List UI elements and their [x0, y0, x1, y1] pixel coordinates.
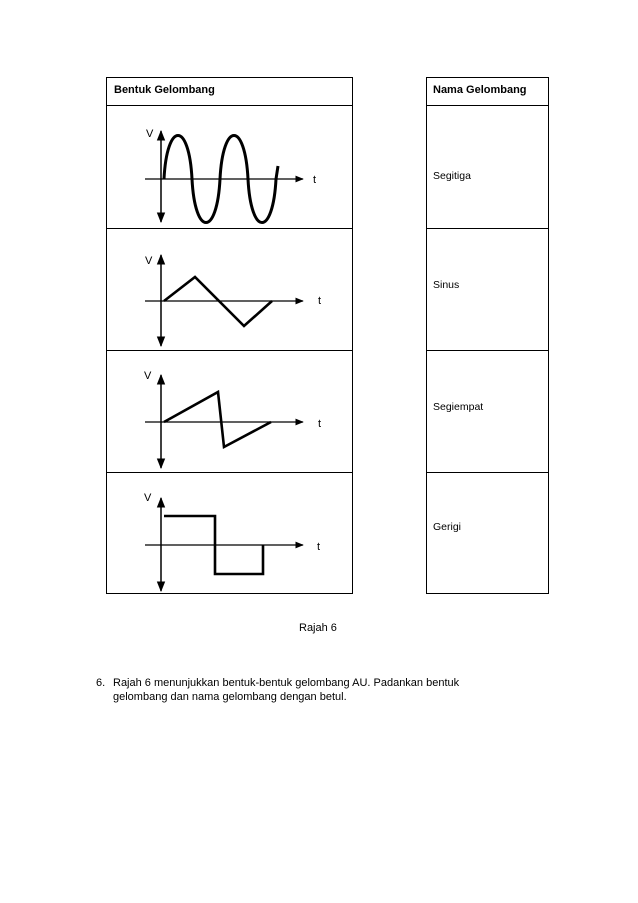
left-header-text: Bentuk Gelombang	[114, 84, 215, 96]
t-label: t	[313, 174, 317, 186]
triangle-wave-diagram	[107, 229, 354, 352]
figure-caption: Rajah 6	[299, 622, 337, 634]
question-line-1: Rajah 6 menunjukkan bentuk-bentuk gelombang AU. Padankan bentuk	[113, 677, 460, 689]
left-header-cell	[106, 77, 353, 106]
wave-name-3: Segiempat	[433, 401, 484, 413]
right-header-text: Nama Gelombang	[433, 84, 527, 96]
question-number: 6.	[96, 677, 106, 689]
name-cell-1	[426, 105, 549, 229]
wave-name-1: Segitiga	[433, 170, 471, 182]
v-label: V	[144, 492, 152, 504]
t-label: t	[317, 541, 321, 553]
question-line-2: gelombang dan nama gelombang dengan betul.	[113, 691, 347, 703]
wave-cell-4	[106, 472, 353, 594]
wave-name-4: Gerigi	[433, 521, 462, 533]
name-cell-4	[426, 472, 549, 594]
v-label: V	[146, 128, 154, 140]
sawtooth-line	[164, 392, 271, 447]
square-wave-diagram	[107, 473, 354, 595]
name-cell-3	[426, 350, 549, 473]
v-label: V	[144, 370, 152, 382]
sine-wave-diagram	[107, 106, 354, 230]
right-header-cell	[426, 77, 549, 106]
t-label: t	[318, 418, 322, 430]
wave-cell-2	[106, 228, 353, 351]
sawtooth-wave-diagram	[107, 351, 354, 474]
wave-cell-1	[106, 105, 353, 229]
name-cell-2	[426, 228, 549, 351]
wave-name-2: Sinus	[433, 279, 460, 291]
t-label: t	[318, 295, 322, 307]
wave-cell-3	[106, 350, 353, 473]
v-label: V	[145, 255, 153, 267]
